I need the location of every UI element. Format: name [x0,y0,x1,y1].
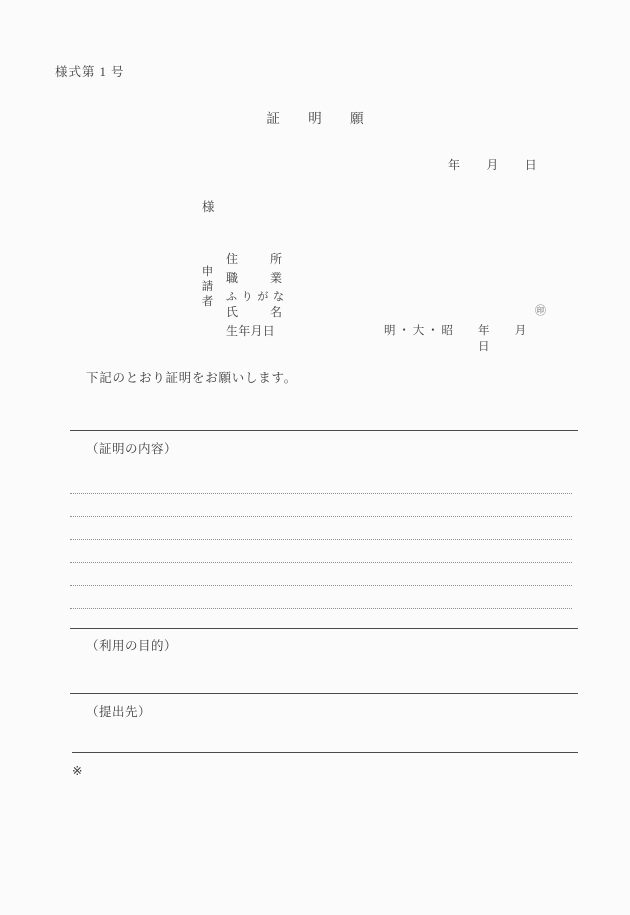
page-title: 証明願 [266,111,392,126]
furigana-input[interactable] [288,288,580,303]
applicant-label-char-1: 申 [201,266,214,278]
addressee-honorific[interactable]: 様 [202,200,215,214]
reference-mark: ※ [72,764,83,778]
birthdate-input[interactable] [288,322,580,353]
writing-line[interactable] [70,562,572,563]
birthdate-ymd[interactable]: 年月日 [478,325,552,353]
occupation-input[interactable] [288,269,580,288]
writing-line[interactable] [70,493,572,494]
applicant-label-char-2: 請 [201,281,214,294]
section-rule-reference-top [72,752,578,753]
name-label: 氏 名 [226,305,282,319]
request-sentence: 下記のとおり証明をお願いします。 [86,371,298,385]
name-input[interactable] [288,303,580,322]
applicant-rows [226,250,580,353]
birthdate-label: 生年月日 [226,324,275,338]
section-caption-content: （証明の内容） [86,442,178,456]
form-number: 様式第 1 号 [55,65,125,79]
applicant-row-birthdate [226,322,580,353]
occupation-label: 職 業 [226,271,282,285]
applicant-block [200,250,580,353]
section-rule-content-top [70,430,578,431]
section-rule-purpose-top [70,628,578,629]
seal-icon: ㊞ [535,305,546,317]
furigana-label: ふ り が な [226,291,284,303]
section-rule-destination-top [70,693,578,694]
applicant-row-address [226,250,580,269]
section-caption-purpose: （利用の目的） [86,639,178,653]
address-label: 住 所 [226,252,282,266]
writing-line[interactable] [70,539,572,540]
applicant-label-char-3: 者 [201,296,214,309]
address-input[interactable] [288,250,580,269]
applicant-row-occupation [226,269,580,288]
writing-line[interactable] [70,516,572,517]
birthdate-era-options[interactable]: 明・大・昭 [384,325,456,337]
writing-line[interactable] [70,585,572,586]
applicant-row-name [226,303,580,322]
date-field-line[interactable]: 年月日 [448,158,564,172]
applicant-vertical-label [200,265,215,311]
writing-line[interactable] [70,608,572,609]
applicant-row-furigana [226,288,580,303]
section-caption-destination: （提出先） [86,705,152,719]
